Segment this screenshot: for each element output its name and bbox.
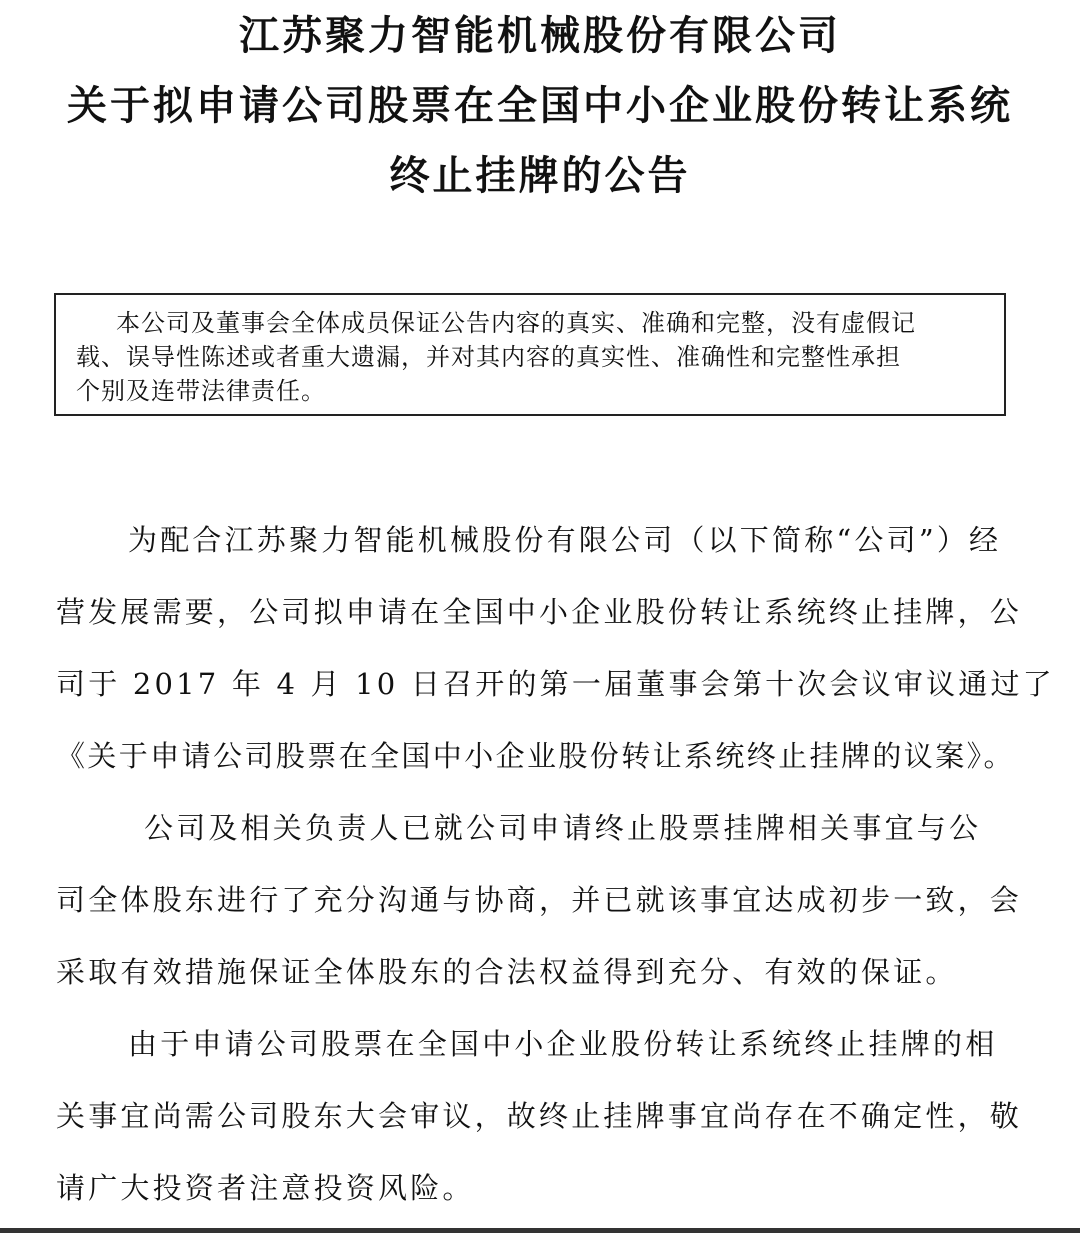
paragraph-3-line-3: 请广大投资者注意投资风险。: [56, 1171, 475, 1205]
paragraph-1-line-4: 《关于申请公司股票在全国中小企业股份转让系统终止挂牌的议案》。: [56, 739, 1015, 773]
paragraph-2-line-3: 采取有效措施保证全体股东的合法权益得到充分、有效的保证。: [56, 955, 958, 989]
disclaimer-line: 本公司及董事会全体成员保证公告内容的真实、准确和完整，没有虚假记: [116, 309, 916, 337]
paragraph-2-line-1: 公司及相关负责人已就公司申请终止股票挂牌相关事宜与公: [144, 811, 982, 845]
paragraph-3-line-1: 由于申请公司股票在全国中小企业股份转让系统终止挂牌的相: [128, 1027, 998, 1061]
bottom-divider: [0, 1228, 1080, 1233]
paragraph-2-line-2: 司全体股东进行了充分沟通与协商，并已就该事宜达成初步一致，会: [56, 883, 1023, 917]
paragraph-1-line-3: 司于 2017 年 4 月 10 日召开的第一届董事会第十次会议审议通过了: [56, 667, 1055, 701]
title-line-1: 江苏聚力智能机械股份有限公司: [239, 13, 841, 59]
title-line-2: 关于拟申请公司股票在全国中小企业股份转让系统: [67, 83, 1013, 129]
paragraph-1-line-1: 为配合江苏聚力智能机械股份有限公司（以下简称“公司”）经: [128, 523, 1002, 557]
disclaimer-line: 个别及连带法律责任。: [76, 377, 326, 405]
disclaimer-line: 载、误导性陈述或者重大遗漏，并对其内容的真实性、准确性和完整性承担: [76, 343, 901, 371]
disclaimer-box: [54, 293, 1006, 416]
paragraph-3-line-2: 关事宜尚需公司股东大会审议，故终止挂牌事宜尚存在不确定性，敬: [56, 1099, 1023, 1133]
paragraph-1-line-2: 营发展需要，公司拟申请在全国中小企业股份转让系统终止挂牌，公: [56, 595, 1023, 629]
title-line-3: 终止挂牌的公告: [389, 153, 691, 199]
